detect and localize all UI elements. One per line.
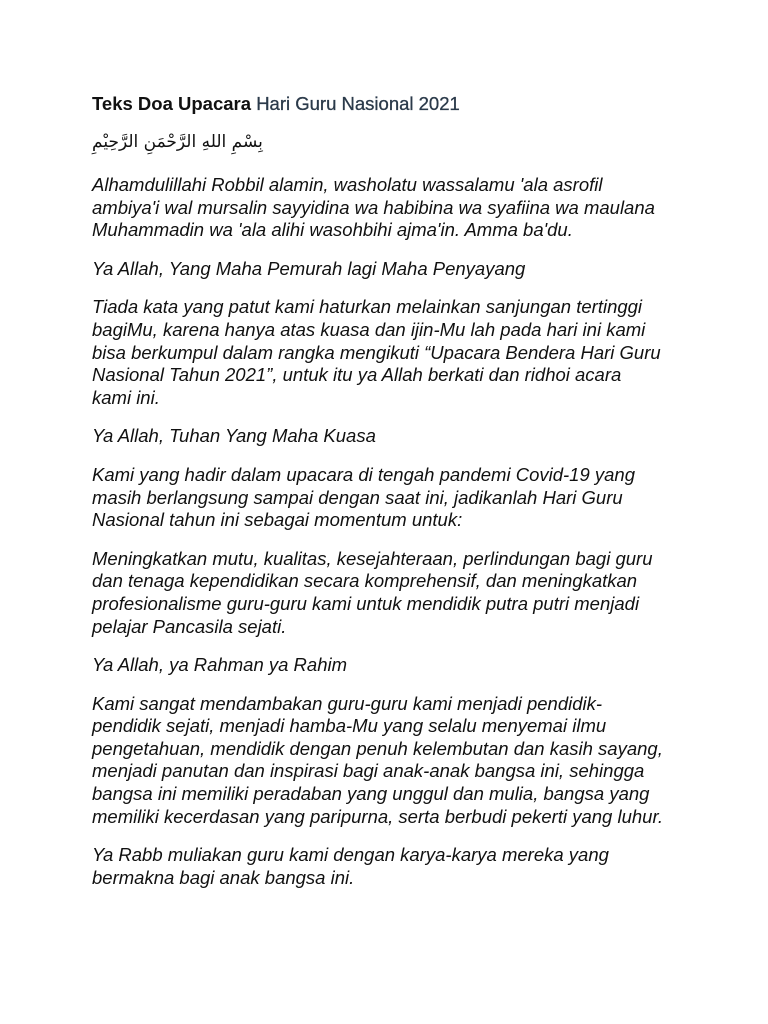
paragraph-opening (92, 174, 692, 242)
paragraph-invocation (92, 425, 692, 448)
paragraph-line: Kami sangat mendambakan guru-guru kami menjadi pendidik- (92, 692, 603, 714)
paragraph-line: Ya Allah, Tuhan Yang Maha Kuasa (92, 425, 376, 447)
paragraph-line: ambiya'i wal mursalin sayyidina wa habibina wa syafiina wa maulana (92, 196, 655, 218)
paragraph-line: profesionalisme guru-guru kami untuk mendidik putra putri menjadi (92, 592, 640, 614)
paragraph-line: bangsa ini memiliki peradaban yang unggul dan mulia, bangsa yang (92, 783, 650, 805)
paragraph-line: dan tenaga kependidikan secara komprehensif, dan meningkatkan (92, 570, 638, 592)
paragraph-hope (92, 693, 692, 829)
prayer-body (92, 174, 692, 905)
paragraph-line: pengetahuan, mendidik dengan penuh kelembutan dan kasih sayang, (92, 737, 663, 759)
basmala-text: بِسْمِ اللهِ الرَّحْمَنِ الرَّحِيْمِ (92, 132, 263, 152)
title-link[interactable]: Hari Guru Nasional 2021 (256, 93, 460, 114)
paragraph-praise (92, 296, 692, 409)
paragraph-line: Nasional Tahun 2021”, untuk itu ya Allah berkati dan ridhoi acara (92, 364, 622, 386)
paragraph-line: pelajar Pancasila sejati. (92, 615, 287, 637)
paragraph-line: Kami yang hadir dalam upacara di tengah pandemi Covid-19 yang (92, 463, 636, 485)
paragraph-invocation (92, 258, 692, 281)
paragraph-line: memiliki kecerdasan yang paripurna, serta berbudi pekerti yang luhur. (92, 805, 664, 827)
paragraph-momentum (92, 464, 692, 532)
paragraph-line: Ya Rabb muliakan guru kami dengan karya-karya mereka yang (92, 844, 609, 866)
paragraph-line: Ya Allah, Yang Maha Pemurah lagi Maha Penyayang (92, 257, 526, 279)
paragraph-closing (92, 844, 692, 889)
paragraph-line: Alhamdulillahi Robbil alamin, washolatu wassalamu 'ala asrofil (92, 174, 603, 195)
paragraph-invocation (92, 654, 692, 677)
paragraph-line: Muhammadin wa 'ala alihi wasohbihi ajma'in. Amma ba'du. (92, 219, 573, 241)
paragraph-line: bermakna bagi anak bangsa ini. (92, 866, 355, 888)
document-title (92, 92, 460, 116)
paragraph-line: bisa berkumpul dalam rangka mengikuti “Upacara Bendera Hari Guru (92, 341, 661, 363)
paragraph-line: bagiMu, karena hanya atas kuasa dan ijin-Mu lah pada hari ini kami (92, 318, 646, 340)
paragraph-line: kami ini. (92, 386, 160, 408)
paragraph-quality (92, 548, 692, 638)
paragraph-line: Tiada kata yang patut kami haturkan melainkan sanjungan tertinggi (92, 296, 643, 318)
paragraph-line: pendidik sejati, menjadi hamba-Mu yang selalu menyemai ilmu (92, 715, 607, 737)
paragraph-line: menjadi panutan dan inspirasi bagi anak-anak bangsa ini, sehingga (92, 760, 645, 782)
paragraph-line: masih berlangsung sampai dengan saat ini, jadikanlah Hari Guru (92, 486, 623, 508)
paragraph-line: Meningkatkan mutu, kualitas, kesejahteraan, perlindungan bagi guru (92, 547, 653, 569)
title-text: Teks Doa Upacara (92, 93, 257, 114)
paragraph-line: Ya Allah, ya Rahman ya Rahim (92, 654, 348, 676)
paragraph-line: Nasional tahun ini sebagai momentum untuk: (92, 509, 463, 531)
